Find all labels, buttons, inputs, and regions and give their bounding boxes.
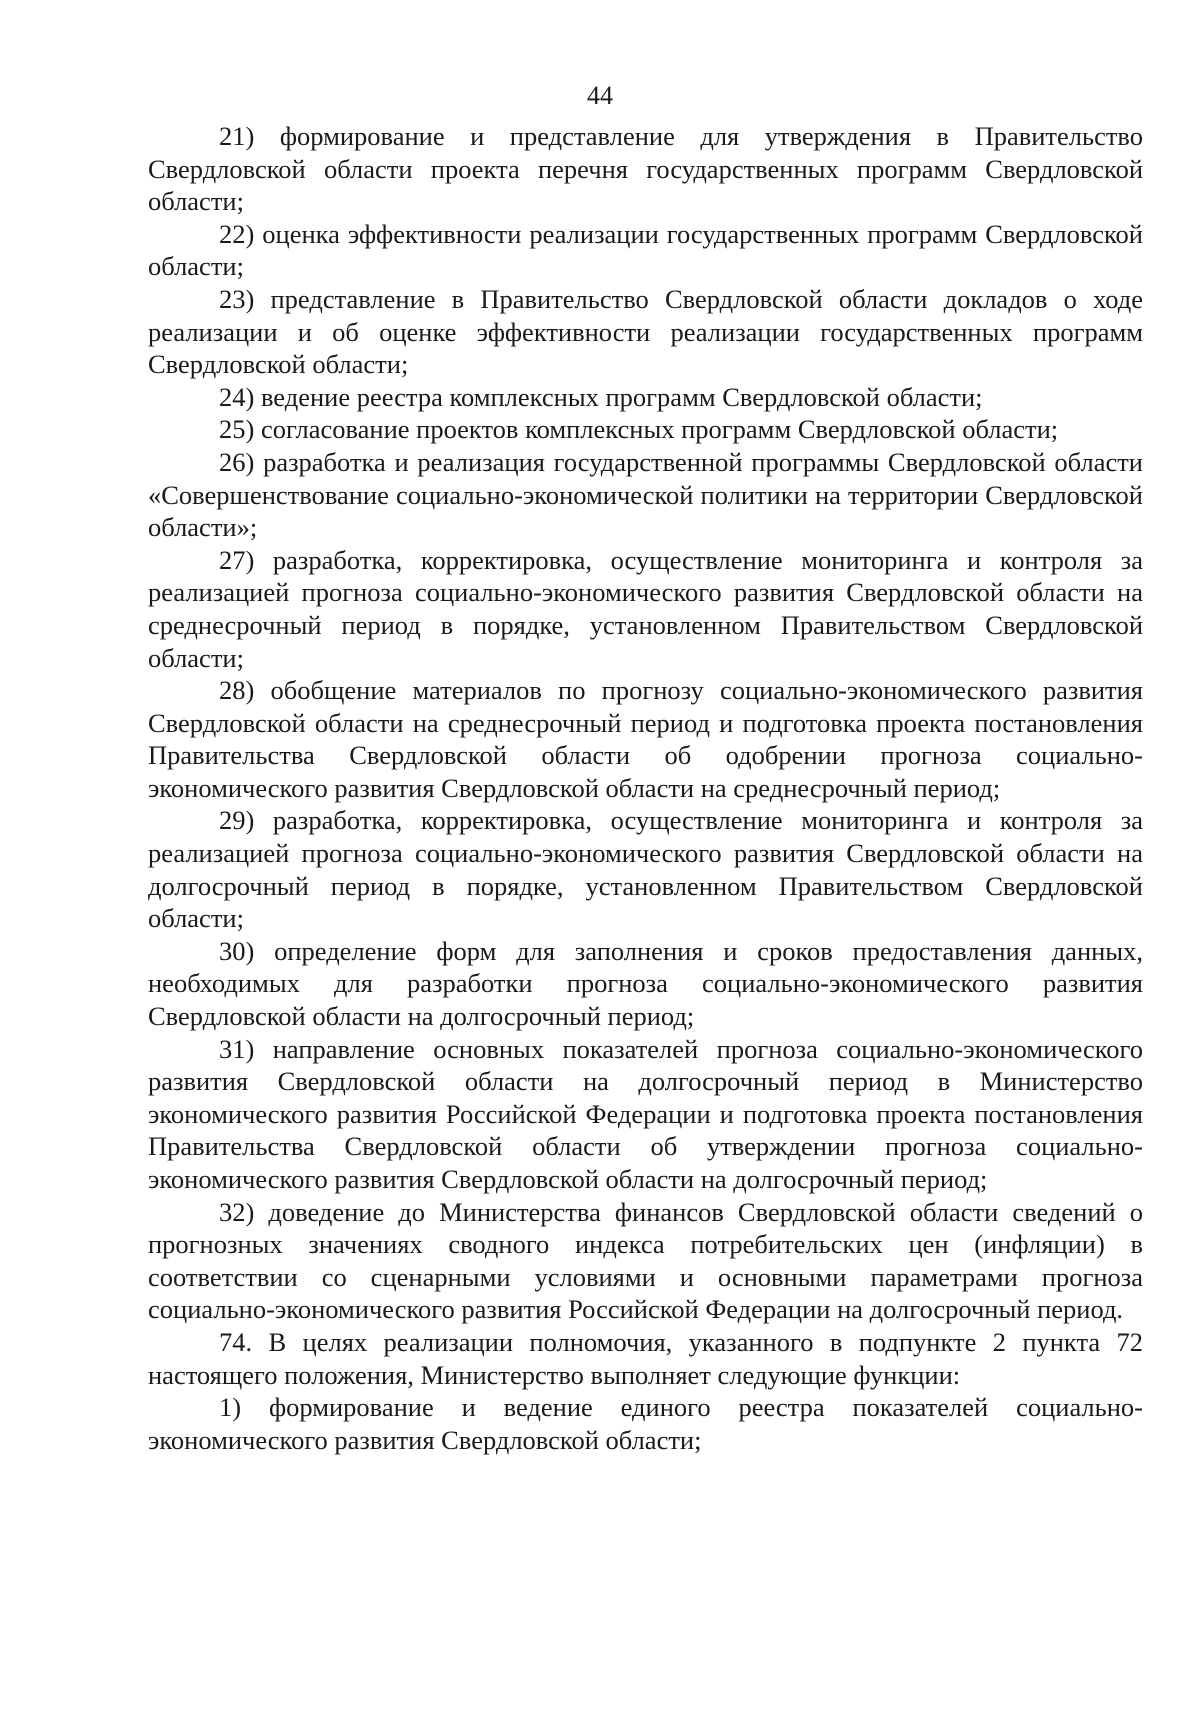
paragraph-item-26: 26) разработка и реализация государственной программы Свердловской области «Совершенствование социально-экономической политики на территории Свердловской области»; xyxy=(148,446,1143,543)
paragraph-item-31: 31) направление основных показателей прогноза социально-экономического развития Свердловской области на долгосрочный период в Министерство экономического развития Российской Федерации и подготовка проекта постановления Правительства Свердловской области об утверждении прогноза социально-экономического развития Свердловской области на долгосрочный период; xyxy=(148,1033,1143,1194)
paragraph-item-22: 22) оценка эффективности реализации государственных программ Свердловской области; xyxy=(148,218,1143,282)
paragraph-item-28: 28) обобщение материалов по прогнозу социально-экономического развития Свердловской области на среднесрочный период и подготовка проекта постановления Правительства Свердловской области об одобрении прогноза социально-экономического развития Свердловской области на среднесрочный период; xyxy=(148,675,1143,803)
paragraph-item-27: 27) разработка, корректировка, осуществление мониторинга и контроля за реализацией прогноза социально-экономического развития Свердловской области на среднесрочный период в порядке, установленном Правительством Свердловской области; xyxy=(148,544,1143,673)
paragraph-item-24: 24) ведение реестра комплексных программ Свердловской области; xyxy=(219,381,983,412)
paragraph-item-32: 32) доведение до Министерства финансов Свердловской области сведений о прогнозных значениях сводного индекса потребительских цен (инфляции) в соответствии со сценарными условиями и основными параметрами прогноза социально-экономического развития Российской Федерации на долгосрочный период. xyxy=(148,1196,1143,1325)
document-body xyxy=(148,120,1143,1456)
paragraph-item-29: 29) разработка, корректировка, осуществление мониторинга и контроля за реализацией прогноза социально-экономического развития Свердловской области на долгосрочный период в порядке, установленном Правительством Свердловской области; xyxy=(148,805,1143,934)
paragraph-item-1: 1) формирование и ведение единого реестра показателей социально-экономического развития Свердловской области; xyxy=(148,1392,1143,1455)
paragraph-clause-74: 74. В целях реализации полномочия, указанного в подпункте 2 пункта 72 настоящего положения, Министерство выполняет следующие функции: xyxy=(148,1326,1143,1390)
paragraph-item-23: 23) представление в Правительство Свердловской области докладов о ходе реализации и об оценке эффективности реализации государственных программ Свердловской области; xyxy=(148,283,1143,380)
paragraph-item-21: 21) формирование и представление для утверждения в Правительство Свердловской области проекта перечня государственных программ Свердловской области; xyxy=(148,121,1143,217)
paragraph-item-30: 30) определение форм для заполнения и сроков предоставления данных, необходимых для разработки прогноза социально-экономического развития Свердловской области на долгосрочный период; xyxy=(148,935,1143,1032)
paragraph-item-25: 25) согласование проектов комплексных программ Свердловской области; xyxy=(219,414,1059,445)
page-number: 44 xyxy=(587,81,613,110)
